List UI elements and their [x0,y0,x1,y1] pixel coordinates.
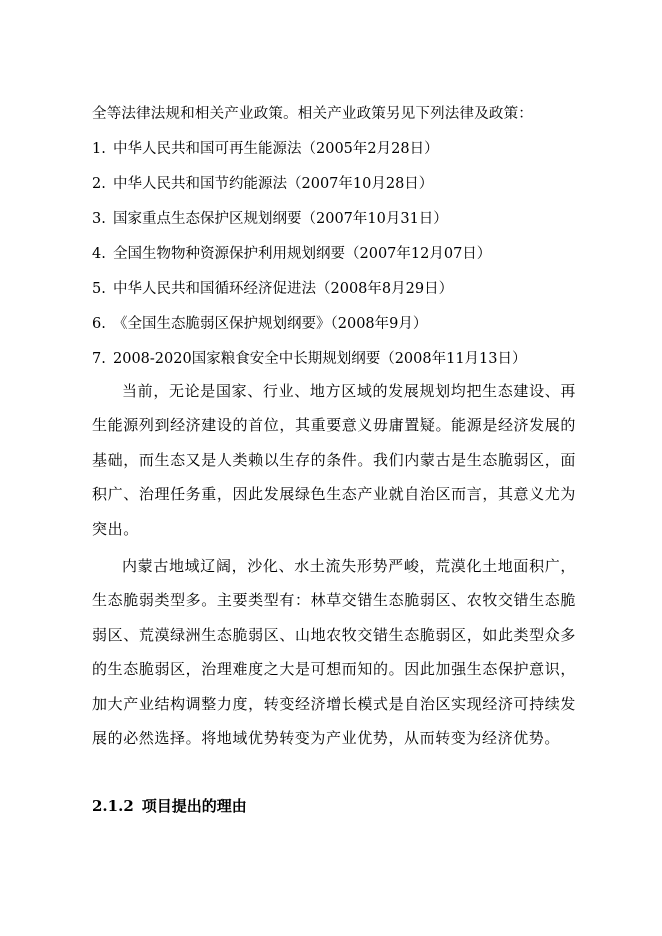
body-paragraph: 内蒙古地域辽阔，沙化、水土流失形势严峻，荒漠化土地面积广，生态脆弱类型多。主要类型有：林草交错生态脆弱区、农牧交错生态脆弱区、荒漠绿洲生态脆弱区、山地农牧交错生态脆弱区，如此类型众多的生态脆弱区，治理难度之大是可想而知的。因此加强生态保护意识，加大产业结构调整力度，转变经济增长模式是自治区实现经济可持续发展的必然选择。将地域优势转变为产业优势，从而转变为经济优势。 [92,557,576,748]
section-number: 2.1.2 [92,797,134,815]
list-item-number: 2. [92,176,106,192]
policy-list-item [92,314,662,334]
list-item-number: 7. [92,351,106,367]
list-item-number: 1. [92,141,106,157]
list-item-text: 中华人民共和国可再生能源法（2005年2月28日） [113,141,439,157]
list-item-text: 全国生物物种资源保护利用规划纲要（2007年12月07日） [113,246,492,262]
list-item-number: 6. [92,316,106,332]
list-item-text: 中华人民共和国循环经济促进法（2008年8月29日） [113,281,454,297]
policy-list-item [92,139,662,159]
list-item-text: 2008-2020国家粮食安全中长期规划纲要（2008年11月13日） [113,351,527,367]
policy-list-item [92,349,662,369]
section-title: 项目提出的理由 [141,797,247,815]
list-item-number: 5. [92,281,106,297]
section-heading [92,795,247,817]
body-paragraph: 当前，无论是国家、行业、地方区域的发展规划均把生态建设、再生能源列到经济建设的首位，其重要意义毋庸置疑。能源是经济发展的基础，而生态又是人类赖以生存的条件。我们内蒙古是生态脆弱区，面积广、治理任务重，因此发展绿色生态产业就自治区而言，其意义尤为突出。 [92,382,576,538]
policy-list-item [92,174,662,194]
list-item-text: 中华人民共和国节约能源法（2007年10月28日） [113,176,434,192]
intro-text: 全等法律法规和相关产业政策。相关产业政策另见下列法律及政策： [92,106,533,122]
policy-list-item [92,244,662,264]
list-item-text: 国家重点生态保护区规划纲要（2007年10月31日） [113,211,448,227]
policy-list-item [92,279,662,299]
list-item-number: 4. [92,246,106,262]
list-item-text: 《全国生态脆弱区保护规划纲要》（2008年9月） [113,316,428,332]
policy-list-item [92,209,662,229]
list-item-number: 3. [92,211,106,227]
